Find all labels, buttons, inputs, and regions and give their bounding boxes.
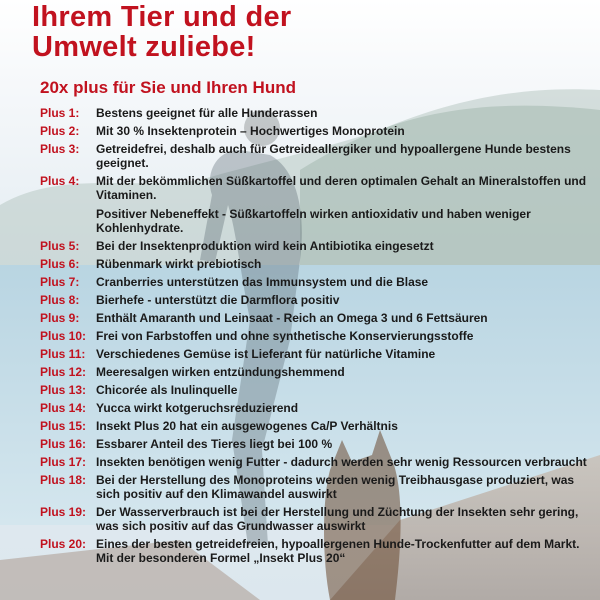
item-text: Enthält Amaranth und Leinsaat - Reich an Omega 3 und 6 Fettsäuren xyxy=(96,311,488,325)
item-text: Bierhefe - unterstützt die Darmflora positiv xyxy=(96,293,340,307)
list-item xyxy=(40,383,592,397)
item-text: Chicorée als Inulinquelle xyxy=(96,383,238,397)
list-item xyxy=(40,106,592,120)
item-text: Rübenmark wirkt prebiotisch xyxy=(96,257,262,271)
title-line: Umwelt zuliebe! xyxy=(32,31,256,63)
item-label: Plus 1: xyxy=(40,106,80,120)
item-label: Plus 5: xyxy=(40,239,80,253)
item-text: Cranberries unterstützen das Immunsystem und die Blase xyxy=(96,275,429,289)
benefits-list xyxy=(40,106,592,569)
subtitle: 20x plus für Sie und Ihren Hund xyxy=(40,78,296,97)
item-text: Verschiedenes Gemüse ist Lieferant für natürliche Vitamine xyxy=(96,347,436,361)
item-label: Plus 8: xyxy=(40,293,80,307)
item-label: Plus 10: xyxy=(40,329,87,343)
title-line: Ihrem Tier und der xyxy=(32,1,292,33)
item-label: Plus 19: xyxy=(40,505,87,519)
item-label: Plus 7: xyxy=(40,275,80,289)
item-text: Insekten benötigen wenig Futter - dadurch werden sehr wenig Ressourcen verbraucht xyxy=(96,455,587,469)
list-item xyxy=(40,239,592,253)
item-text: Getreidefrei, deshalb auch für Getreideallergiker und hypoallergene Hunde bestens geeignet. xyxy=(96,142,571,170)
item-text: Mit der bekömmlichen Süßkartoffel und deren optimalen Gehalt an Mineralstoffen und Vitaminen. xyxy=(96,174,587,202)
list-item xyxy=(40,455,592,469)
item-text: Bei der Herstellung des Monoproteins werden wenig Treibhausgase produziert, was sich positiv auf den Klimawandel auswirkt xyxy=(96,473,575,501)
item-label: Plus 14: xyxy=(40,401,87,415)
item-label: Plus 16: xyxy=(40,437,87,451)
list-item xyxy=(40,419,592,433)
page-title xyxy=(32,2,291,62)
list-item xyxy=(40,142,592,170)
list-item xyxy=(40,347,592,361)
list-item xyxy=(40,537,592,565)
item-text-group xyxy=(96,174,592,235)
item-text: Mit 30 % Insektenprotein – Hochwertiges Monoprotein xyxy=(96,124,405,138)
list-item xyxy=(40,329,592,343)
item-text: Meeresalgen wirken entzündungshemmend xyxy=(96,365,345,379)
item-text: Bestens geeignet für alle Hunderassen xyxy=(96,106,318,120)
list-item xyxy=(40,174,592,235)
list-item xyxy=(40,293,592,307)
list-item xyxy=(40,437,592,451)
item-label: Plus 9: xyxy=(40,311,80,325)
list-item xyxy=(40,365,592,379)
item-label: Plus 6: xyxy=(40,257,80,271)
item-text: Insekt Plus 20 hat ein ausgewogenes Ca/P Verhältnis xyxy=(96,419,398,433)
list-item xyxy=(40,124,592,138)
item-text: Der Wasserverbrauch ist bei der Herstellung und Züchtung der Insekten sehr gering, was sich positiv auf das Grundwasser auswirkt xyxy=(96,505,579,533)
item-label: Plus 15: xyxy=(40,419,87,433)
item-text: Essbarer Anteil des Tieres liegt bei 100 % xyxy=(96,437,333,451)
item-subtext: Positiver Nebeneffekt - Süßkartoffeln wirken antioxidativ und haben weniger Kohlenhydrate. xyxy=(96,207,531,235)
item-label: Plus 17: xyxy=(40,455,87,469)
item-label: Plus 20: xyxy=(40,537,87,551)
item-text: Bei der Insektenproduktion wird kein Antibiotika eingesetzt xyxy=(96,239,434,253)
item-label: Plus 13: xyxy=(40,383,87,397)
item-label: Plus 3: xyxy=(40,142,80,156)
item-label: Plus 2: xyxy=(40,124,80,138)
list-item xyxy=(40,473,592,501)
item-label: Plus 18: xyxy=(40,473,87,487)
item-label: Plus 12: xyxy=(40,365,87,379)
list-item xyxy=(40,275,592,289)
item-text: Yucca wirkt kotgeruchsreduzierend xyxy=(96,401,299,415)
item-text: Eines der besten getreidefreien, hypoallergenen Hunde-Trockenfutter auf dem Markt. Mit der besonderen Formel „Insekt Plus 20“ xyxy=(96,537,580,565)
item-label: Plus 11: xyxy=(40,347,86,361)
list-item xyxy=(40,505,592,533)
list-item xyxy=(40,257,592,271)
list-item xyxy=(40,311,592,325)
list-item xyxy=(40,401,592,415)
item-label: Plus 4: xyxy=(40,174,80,188)
item-text: Frei von Farbstoffen und ohne synthetische Konservierungsstoffe xyxy=(96,329,474,343)
